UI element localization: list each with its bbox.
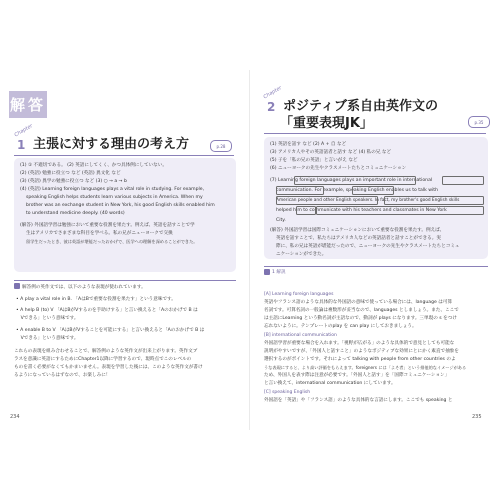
answer-line: (1) 英語を話す など (2) A + 自 など [270,142,347,147]
answer-line: 際に、私の兄は英語が堪能だったので、ニューヨークの先生やクラスメートたちとコミュ [276,244,460,249]
answer-box [264,137,488,259]
phrase-highlight [442,176,484,185]
divider [264,266,488,267]
bullet-item: • A enable B to V 「AはBがVすることを可能にする」と言い換えると「Aのおかげで B は [16,328,205,333]
subsection-label: [C] speaking English [264,390,311,395]
paragraph-line: は主語にLearning という動名詞が主語なので、動詞が plays になります。三単現の s をつけ [264,316,457,321]
paragraph-line: 英語やフランス語のような具体的な外国語の意味で使っている場合には、language は可算 [264,300,453,305]
paragraph-line: これらの表現を組み合わせることで、解答例のような英作文が出来上がります。英作文ブ [14,349,198,354]
section-heading-line2: 「重要表現JK」 [280,116,373,131]
explanation-icon [14,283,20,289]
subsection-label: [B] international communication [264,333,337,338]
answer-line: speaking English helps students learn various subjects in America. When my [26,195,203,200]
answer-line: communication. For example, speaking English enables us to talk with [276,188,439,193]
answer-line: 生はアメリカでさまざまな科目を学べる。私の兄がニューヨークで交換 [26,231,173,236]
bullet-item: Vできる」という意味です。 [16,316,79,321]
chapter-label: Chapter [262,85,283,101]
page-number: 234 [10,414,20,420]
answer-line: (6) ニューヨークの先生やクラスメートたちとコミュニケーション [270,166,407,171]
paragraph-line: うな表現にすると、より高い評価をもらえます。foreigners には「よそ者」という排他的なイメージがある [264,365,467,370]
paragraph-line: ラスを意識に英語にするためにChapter1以降に学習するので、現時点でこのレベルの [14,357,192,362]
explanation-title: 解答例の英作文では、以下のような表現が使われています。 [22,285,146,290]
page-ref-badge: p.28 [210,140,232,152]
answer-line: helped him to communicate with his teachers and classmates in New York [276,208,447,213]
subsection-label: [A] Learning foreign languages [264,292,334,297]
phrase-highlight [294,176,416,185]
chapter-label: Chapter [13,123,34,139]
explanation-icon [264,269,270,275]
answer-line: to understand medicine deeply. (40 words) [26,211,125,216]
bullet-item: Vできる」という意味です。 [16,336,79,341]
phrase-highlight [296,206,316,215]
phrase-highlight [384,196,484,205]
paragraph-line: るようになっているはずなので、お楽しみに！ [14,373,111,378]
section-number: 1 [17,138,26,152]
answer-line: (5) 子を「私の兄の英語」と言いがえ など [270,158,358,163]
paragraph-line: ため、外国人を表す際は注意が必要です。「外国人と話す」を「国際コミュニケーション」 [264,373,450,378]
answer-line: 留学生だったとき、彼は英語が堪能だったおかげで、医学への理解を深めることができた。 [26,239,198,244]
answer-line: (2) (英語) 勉強に役立つ など (英語) 異文化 など [20,171,121,176]
paragraph-line: 説明がやすいですが、「外国人と話すこと」のようなポジティブな効果にとにかく素直で抽象を [264,349,459,354]
answer-line: American people and other English speakers. In fact, my brother's good English skills [276,198,460,203]
paragraph-line: 忘れないように。テンプレートのplay を can play にしておきましょう。 [264,324,417,329]
paragraph-line: 名詞です。可算名詞の一般論は複数形が妥当なので、languages としましょう。また、ここで [264,308,459,313]
answer-tab: 解答 [9,91,47,118]
answer-line: ニケーションができた。 [276,252,327,257]
bullet-item: • A play a vital role in B. 「AはBで重要な役割を果たす」という意味です。 [16,297,176,302]
paragraph-line: 外国語学習が重要な場合を入れます。「視野が広がる」のような具体的で意見としても可能な [264,341,455,346]
phrase-highlight [352,186,394,195]
phrase-highlight [276,196,378,205]
right-page [250,0,500,500]
explanation-header: 1 解説 [272,270,286,275]
answer-line: (解答) 外国語学習は勉強において重要な役割を果たす。例えば、英語を話すことで学 [20,223,195,228]
answer-line: brother was an exchange student in New York, his good English skills enabled him [26,203,215,208]
page-ref-badge: p.35 [468,116,490,128]
answer-line: (4) (英語) Learning foreign languages plays a vital role in studying. For example, [20,187,205,192]
phrase-highlight [276,186,324,195]
heading-underline [264,133,486,134]
answer-line: City. [276,218,286,223]
bullet-item: • A help B (to) V 「AはBがVするのを手助けする」と言い換えると「Aのおかげで B は [16,308,198,313]
section-number: 2 [267,100,276,114]
heading-underline [14,155,234,156]
answer-line: 英語を話すことで、私たちはアメリカ人などの英語話者と話すことができる。実 [276,236,441,241]
paragraph-line: と言い換えて、international communication にしています。 [264,381,396,386]
answer-line: (1) ① 不適切である。 (2) 英語にしてくく、かつ具体例にしていない。 [20,163,167,168]
paragraph-line: 選択するのがポイントです。それによって talking with people from other countries のよ [264,357,456,362]
answer-line: (7) Learning foreign languages plays an important role in international [270,178,433,183]
answer-line: (解答) 外国語学習は国際コミュニケーションにおいて重要な役割を果たす。例えば、 [270,228,445,233]
answer-line: (3) アメリカ人やその英語話者と話す など (4) 私の兄 など [270,150,392,155]
section-heading: 主張に対する理由の考え方 [33,137,190,152]
page-number: 235 [472,414,482,420]
paragraph-line: ものを書く必要がなくてもかまいません。表現を学習した後には、このような英作文が書け [14,365,203,370]
answer-box [14,158,236,272]
divider [14,280,236,281]
answer-line: (3) (英語) 異学の勉強に役立つ など (3) ○ → a → b [20,179,127,184]
section-heading-line1: ポジティブ系自由英作文の [283,99,438,114]
paragraph-line: 外国語を「英語」や「フランス語」のような具体的な言語にします。ここでも speaking と [264,398,453,403]
phrase-highlight [316,206,484,215]
